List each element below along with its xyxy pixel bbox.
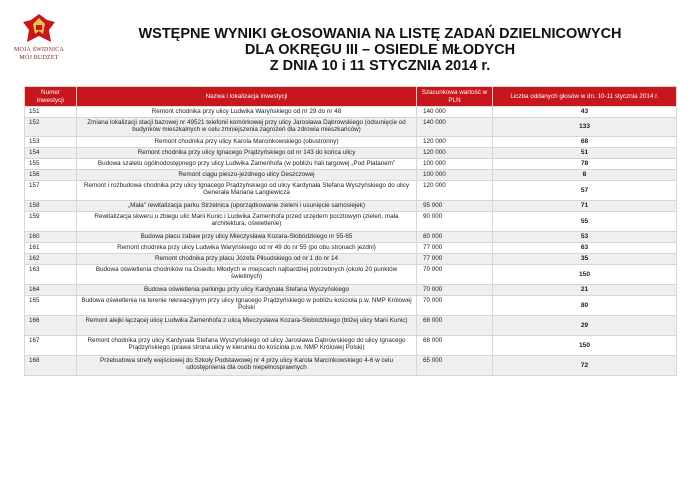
row-cost: 100 000 <box>417 159 493 170</box>
row-name: Budowa szaletu ogólnodostępnego przy ulicy Ludwika Zamenhofa (w pobliżu hali targowej „Pod Platanem” <box>77 159 417 170</box>
row-number: 156 <box>25 170 77 181</box>
row-cost: 95 000 <box>417 201 493 212</box>
row-votes: 29 <box>493 316 677 336</box>
table-row <box>25 148 677 159</box>
row-number: 162 <box>25 254 77 265</box>
row-votes: 21 <box>493 285 677 296</box>
row-number: 158 <box>25 201 77 212</box>
row-cost: 70 000 <box>417 296 493 316</box>
row-number: 163 <box>25 265 77 285</box>
logo-line-2: MÓJ BUDŻET <box>19 55 59 61</box>
row-number: 164 <box>25 285 77 296</box>
row-cost: 70 000 <box>417 285 493 296</box>
table-row <box>25 137 677 148</box>
row-number: 166 <box>25 316 77 336</box>
header-votes: Liczba oddanych głosów w dn. 10-11 stycznia 2014 r. <box>493 87 677 107</box>
logo <box>8 12 70 62</box>
table-row <box>25 356 677 376</box>
row-votes: 71 <box>493 201 677 212</box>
row-votes: 72 <box>493 356 677 376</box>
table-row <box>25 296 677 316</box>
row-name: Rewitalizacja skweru u zbiegu ulic Marii Kunic i Ludwika Zamenhofa przed urzędem pocztowym (zieleń, mała architektura, oświetlenie) <box>77 212 417 232</box>
title-line-1: WSTĘPNE WYNIKI GŁOSOWANIA NA LISTĘ ZADAŃ DZIELNICOWYCH <box>138 26 622 42</box>
table-body <box>25 107 677 376</box>
header-name: Nazwa i lokalizacja inwestycji <box>77 87 417 107</box>
row-number: 159 <box>25 212 77 232</box>
row-number: 155 <box>25 159 77 170</box>
table-row <box>25 170 677 181</box>
row-votes: 80 <box>493 296 677 316</box>
logo-line-1: MOJA ŚWIDNICA <box>13 47 65 53</box>
row-cost: 120 000 <box>417 181 493 201</box>
row-number: 152 <box>25 118 77 137</box>
row-votes: 78 <box>493 159 677 170</box>
row-votes: 43 <box>493 107 677 118</box>
row-cost: 68 000 <box>417 316 493 336</box>
row-name: Budowa oświetlenia na terenie rekreacyjnym przy ulicy Ignacego Prądzyńskiego w pobliżu kościoła p.w. NMP Królowej Polski <box>77 296 417 316</box>
row-votes: 51 <box>493 148 677 159</box>
row-name: Zmiana lokalizacji stacji bazowej nr 49521 telefonii komórkowej przy ulicy Jarosława Dąbrowskiego (odsunięcie od budynków mieszkalnych w celu zmniejszenia zagrożeń dla zdrowia mieszkańców) <box>77 118 417 137</box>
table-row <box>25 181 677 201</box>
row-votes: 57 <box>493 181 677 201</box>
page-title <box>70 26 690 74</box>
row-name: Remont chodnika przy ulicy Ludwika Waryńskiego od nr 49 do nr 55 (po obu stronach jezdni) <box>77 243 417 254</box>
row-name: Remont ciągu pieszo-jezdnego ulicy Deszczowej <box>77 170 417 181</box>
row-name: „Mała” rewitalizacja parku Strzelnica (uporządkowanie zieleni i usunięcie samosiejek) <box>77 201 417 212</box>
row-votes: 55 <box>493 212 677 232</box>
table-row <box>25 118 677 137</box>
table-row <box>25 159 677 170</box>
row-cost: 100 000 <box>417 170 493 181</box>
row-number: 151 <box>25 107 77 118</box>
row-name: Budowa oświetlenia chodników na Osiedlu Młodych w miejscach najbardziej potrzebnych (około 20 punktów świetlnych) <box>77 265 417 285</box>
table-header-row <box>25 87 677 107</box>
title-line-2: DLA OKRĘGU III – OSIEDLE MŁODYCH <box>244 42 516 58</box>
results-table <box>24 86 677 376</box>
row-cost: 77 000 <box>417 254 493 265</box>
row-number: 168 <box>25 356 77 376</box>
row-cost: 80 000 <box>417 232 493 243</box>
table-row <box>25 265 677 285</box>
table-row <box>25 201 677 212</box>
row-number: 154 <box>25 148 77 159</box>
row-cost: 140 000 <box>417 107 493 118</box>
row-votes: 8 <box>493 170 677 181</box>
header-num: Numer inwestycji <box>25 87 77 107</box>
row-votes: 133 <box>493 118 677 137</box>
crest-icon <box>19 12 59 46</box>
row-name: Budowa oświetlenia parkingu przy ulicy Kardynała Stefana Wyszyńskiego <box>77 285 417 296</box>
row-cost: 77 000 <box>417 243 493 254</box>
row-name: Remont chodnika przy ulicy Ludwika Waryńskiego od nr 29 do nr 48 <box>77 107 417 118</box>
row-name: Remont chodnika przy placu Józefa Piłsudskiego od nr 1 do nr 14 <box>77 254 417 265</box>
table-row <box>25 336 677 356</box>
row-votes: 150 <box>493 336 677 356</box>
table-row <box>25 285 677 296</box>
row-votes: 150 <box>493 265 677 285</box>
table-row <box>25 107 677 118</box>
row-cost: 140 000 <box>417 118 493 137</box>
row-number: 153 <box>25 137 77 148</box>
row-cost: 120 000 <box>417 137 493 148</box>
row-votes: 53 <box>493 232 677 243</box>
row-votes: 63 <box>493 243 677 254</box>
row-cost: 90 000 <box>417 212 493 232</box>
row-number: 167 <box>25 336 77 356</box>
row-number: 161 <box>25 243 77 254</box>
row-name: Przebudowa strefy wejściowej do Szkoły Podstawowej nr 4 przy ulicy Karola Marcinkowskiego 4-6 w celu udostępnienia dla osób niepełnosprawnych <box>77 356 417 376</box>
table-row <box>25 232 677 243</box>
row-name: Remont i rozbudowa chodnika przy ulicy Ignacego Prądzyńskiego od ulicy Kardynała Stefana Wyszyńskiego do ulicy Generała Mariana Langiewicza <box>77 181 417 201</box>
table-row <box>25 316 677 336</box>
title-line-3: Z DNIA 10 i 11 STYCZNIA 2014 r. <box>269 58 491 74</box>
table-row <box>25 254 677 265</box>
row-number: 160 <box>25 232 77 243</box>
row-name: Remont chodnika przy ulicy Ignacego Prądzyńskiego od nr 143 do końca ulicy <box>77 148 417 159</box>
table-row <box>25 243 677 254</box>
row-name: Budowa placu zabaw przy ulicy Mieczysława Kozara-Słobódzkiego nr 55-65 <box>77 232 417 243</box>
row-number: 157 <box>25 181 77 201</box>
row-cost: 68 000 <box>417 336 493 356</box>
row-votes: 68 <box>493 137 677 148</box>
row-cost: 70 000 <box>417 265 493 285</box>
row-votes: 35 <box>493 254 677 265</box>
row-number: 165 <box>25 296 77 316</box>
table-row <box>25 212 677 232</box>
row-cost: 65 000 <box>417 356 493 376</box>
header-cost: Szacunkowa wartość w PLN <box>417 87 493 107</box>
row-cost: 120 000 <box>417 148 493 159</box>
row-name: Remont chodnika przy ulicy Kardynała Stefana Wyszyńskiego od ulicy Jarosława Dąbrowskiego do ulicy Ignacego Prądzyńskiego (prawa strona ulicy w kierunku do kościoła p.w. NMP Królowej Polski) <box>77 336 417 356</box>
row-name: Remont chodnika przy ulicy Karola Marcinkowskiego (obustronny) <box>77 137 417 148</box>
row-name: Remont alejki łączącej ulicę Ludwika Zamenhofa z ulicą Mieczysława Kozara-Słobódzkiego (bliżej ulicy Marii Kunic) <box>77 316 417 336</box>
